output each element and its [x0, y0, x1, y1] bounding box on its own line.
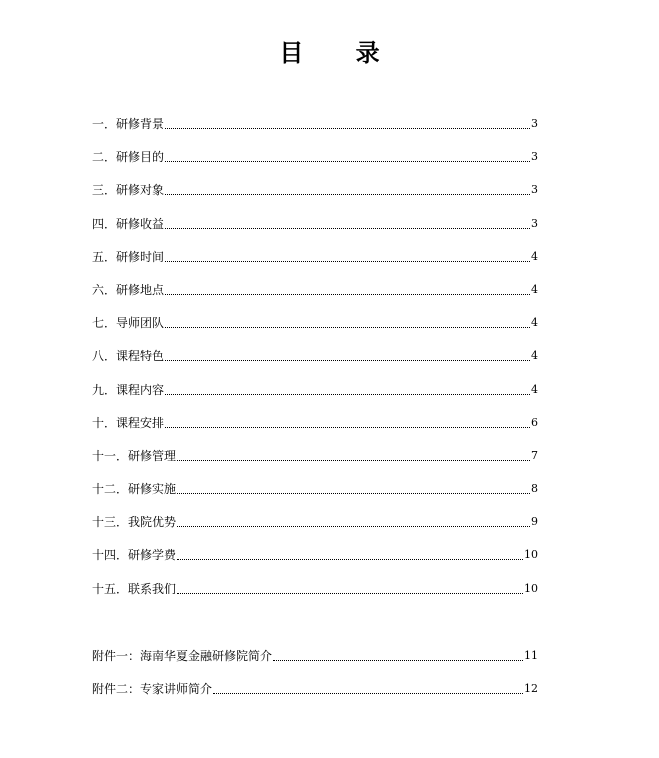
dot-leader	[177, 558, 523, 560]
toc-entry-label: 三．研修对象	[92, 183, 165, 198]
dot-leader	[165, 326, 530, 328]
toc-entry-label: 十二．研修实施	[92, 482, 177, 497]
toc-entry-label: 四．研修收益	[92, 216, 165, 231]
toc-entry[interactable]	[92, 531, 538, 564]
toc-entry-page: 11	[524, 649, 538, 662]
toc-entry-page: 4	[531, 249, 538, 263]
toc-entry-page: 6	[531, 415, 538, 429]
dot-leader	[273, 659, 523, 661]
toc-entry-label: 六．研修地点	[92, 282, 165, 297]
toc-entry-label: 九．课程内容	[92, 382, 165, 397]
toc-entry[interactable]	[92, 266, 538, 299]
toc-entry[interactable]	[92, 498, 538, 531]
toc-entry-page: 4	[531, 282, 538, 296]
toc-entry-page: 4	[531, 316, 538, 330]
toc-entry-page: 10	[524, 548, 538, 562]
toc-entry-page: 3	[531, 183, 538, 197]
page-title: 目 录	[279, 39, 402, 67]
dot-leader	[165, 193, 530, 195]
toc-entry-label: 八．课程特色	[92, 349, 165, 364]
toc-entry-label: 二．研修目的	[92, 150, 165, 165]
toc-entry-label: 十三．我院优势	[92, 515, 177, 530]
dot-leader	[165, 160, 530, 162]
toc-entry[interactable]	[92, 199, 538, 232]
toc-entry[interactable]	[92, 647, 538, 665]
toc-entry-page: 4	[531, 349, 538, 363]
toc-entry-page: 12	[524, 682, 538, 696]
dot-leader	[177, 592, 523, 594]
dot-leader	[165, 127, 530, 129]
toc-entry[interactable]	[92, 133, 538, 166]
toc-entry-label: 十一．研修管理	[92, 448, 177, 463]
dot-leader	[165, 393, 530, 395]
table-of-contents	[92, 115, 538, 598]
toc-entry-label: 五．研修时间	[92, 249, 165, 264]
toc-entry-page: 3	[531, 216, 538, 230]
dot-leader	[177, 525, 530, 527]
toc-entry[interactable]	[92, 332, 538, 365]
appendix-contents	[92, 647, 538, 698]
toc-entry[interactable]	[92, 233, 538, 266]
toc-entry-page: 8	[531, 482, 538, 496]
dot-leader	[213, 692, 523, 694]
dot-leader	[165, 426, 530, 428]
toc-entry[interactable]	[92, 299, 538, 332]
toc-entry-page: 10	[524, 581, 538, 595]
dot-leader	[177, 492, 530, 494]
toc-entry-label: 附件一：海南华夏金融研修院简介	[92, 649, 273, 663]
toc-entry[interactable]	[92, 365, 538, 398]
toc-entry-label: 附件二：专家讲师简介	[92, 682, 213, 697]
toc-entry[interactable]	[92, 432, 538, 465]
dot-leader	[165, 293, 530, 295]
toc-entry[interactable]	[92, 115, 538, 133]
dot-leader	[165, 260, 530, 262]
toc-entry[interactable]	[92, 665, 538, 698]
toc-entry-page: 7	[531, 448, 538, 462]
dot-leader	[165, 227, 530, 229]
toc-entry[interactable]	[92, 465, 538, 498]
dot-leader	[177, 459, 530, 461]
toc-entry-label: 一．研修背景	[92, 117, 165, 131]
toc-entry-label: 十．课程安排	[92, 415, 165, 430]
dot-leader	[165, 359, 530, 361]
toc-entry-page: 4	[531, 382, 538, 396]
toc-entry[interactable]	[92, 564, 538, 597]
toc-entry-label: 十五．联系我们	[92, 581, 177, 596]
toc-entry-page: 3	[531, 117, 538, 130]
toc-entry[interactable]	[92, 166, 538, 199]
toc-entry-page: 9	[531, 515, 538, 529]
toc-entry-label: 七．导师团队	[92, 316, 165, 331]
toc-entry-page: 3	[531, 150, 538, 164]
toc-entry-label: 十四．研修学费	[92, 548, 177, 563]
toc-entry[interactable]	[92, 399, 538, 432]
